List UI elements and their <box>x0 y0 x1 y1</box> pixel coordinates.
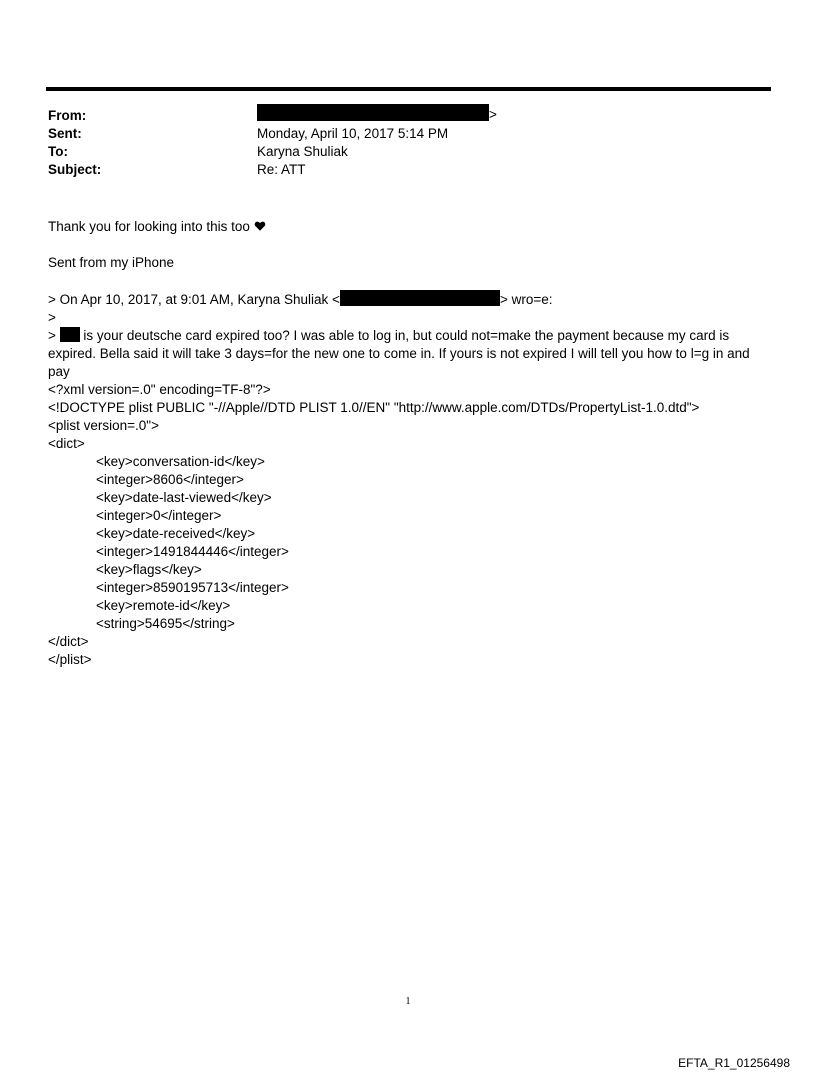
to-label: To: <box>48 144 68 159</box>
xml-indented-line: <integer>8590195713</integer> <box>96 580 289 595</box>
heart-icon <box>254 220 266 232</box>
bates-number: EFTA_R1_01256498 <box>678 1056 790 1070</box>
thanks-text: Thank you for looking into this too <box>48 219 250 234</box>
header-rule <box>46 87 771 91</box>
redaction-box <box>340 290 500 306</box>
xml-indented-line: <integer>8606</integer> <box>96 472 244 487</box>
subject-label: Subject: <box>48 162 102 177</box>
signature-line: Sent from my iPhone <box>48 255 175 270</box>
xml-indented-line: <integer>0</integer> <box>96 508 222 523</box>
quote-intro-end: > wro=e: <box>499 292 553 307</box>
quote-marker: > <box>48 328 56 343</box>
xml-line: <plist version=.0"> <box>48 418 159 433</box>
page-number: 1 <box>405 996 411 1007</box>
xml-indented-line: <key>conversation-id</key> <box>96 454 265 469</box>
xml-indented-line: <integer>1491844446</integer> <box>96 544 289 559</box>
sent-value: Monday, April 10, 2017 5:14 PM <box>257 126 449 141</box>
email-body <box>48 218 760 669</box>
xml-line: </dict> <box>48 634 89 649</box>
from-label: From: <box>48 108 87 123</box>
to-value: Karyna Shuliak <box>257 144 348 159</box>
thanks-line <box>48 218 760 236</box>
redaction-box <box>60 327 80 342</box>
quote-blank-line: > <box>48 310 56 325</box>
xml-indented-line: <key>flags</key> <box>96 562 202 577</box>
xml-indented-line: <key>remote-id</key> <box>96 598 231 613</box>
xml-indented-line: <key>date-last-viewed</key> <box>96 490 272 505</box>
redaction-box <box>257 104 489 121</box>
quote-text: is your deutsche card expired too? I was able to log in, but could not=make the payment because my card is expired. Bella said it will take 3 days=for the new one to come in. If yours is not expired I will tell you how to l=g in and pay <box>48 328 750 379</box>
quote-intro-start: > On Apr 10, 2017, at 9:01 AM, Karyna Shuliak < <box>48 292 340 307</box>
quote-paragraph <box>48 327 760 381</box>
xml-line: <dict> <box>48 436 85 451</box>
from-value <box>257 104 497 122</box>
subject-value: Re: ATT <box>257 162 306 177</box>
sent-label: Sent: <box>48 126 82 141</box>
xml-indented-line: <string>54695</string> <box>96 616 235 631</box>
xml-line: </plist> <box>48 652 92 667</box>
xml-line: <!DOCTYPE plist PUBLIC "-//Apple//DTD PLIST 1.0//EN" "http://www.apple.com/DTDs/PropertyList-1.0.dtd"> <box>48 400 700 415</box>
xml-line: <?xml version=.0" encoding=TF-8"?> <box>48 382 271 397</box>
xml-indented-line: <key>date-received</key> <box>96 526 256 541</box>
quote-intro-line <box>48 290 760 309</box>
from-suffix: > <box>489 107 497 122</box>
